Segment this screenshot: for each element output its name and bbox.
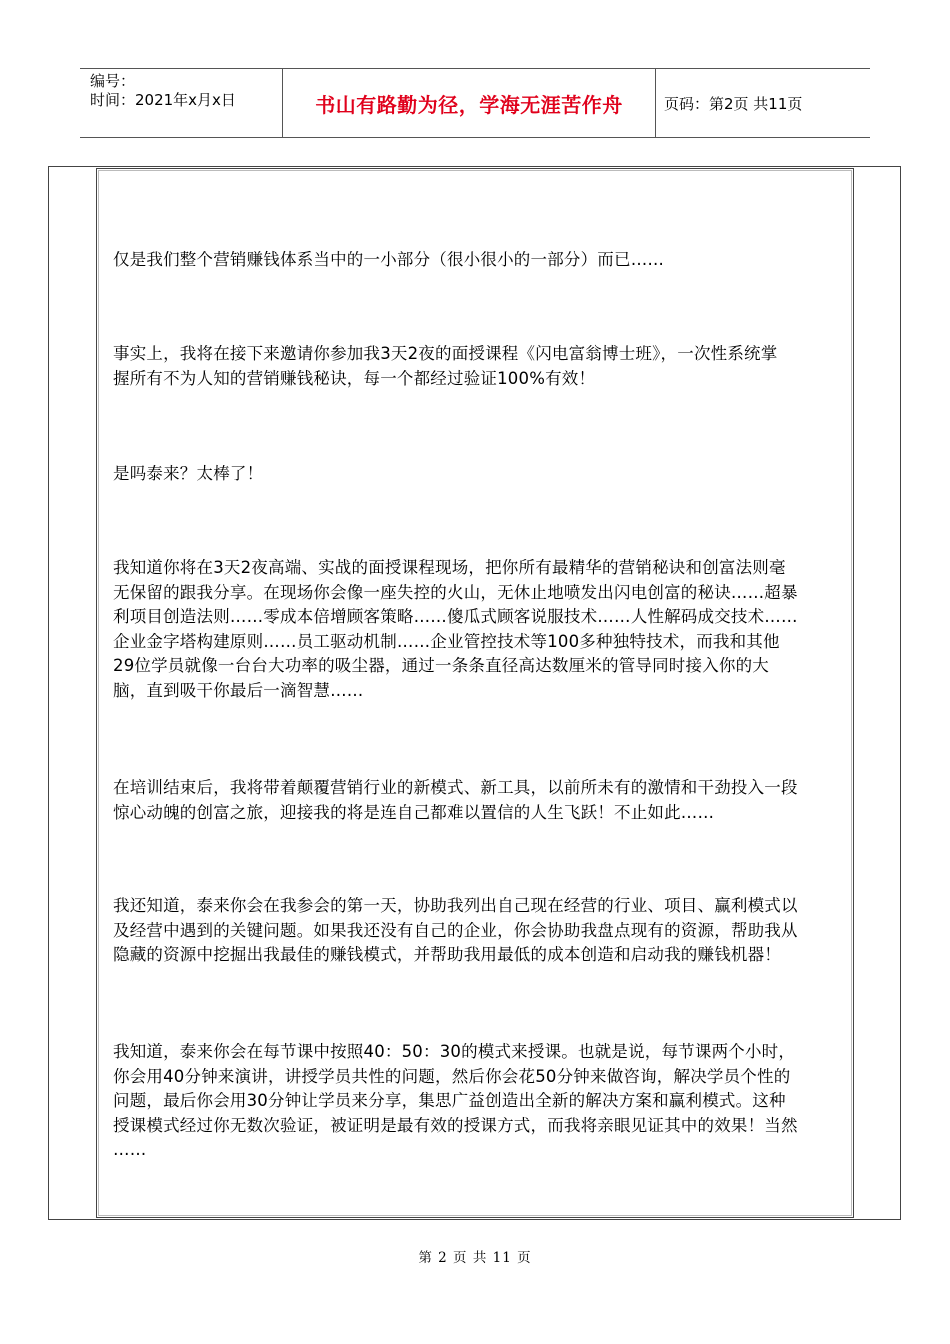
document-header: [80, 68, 870, 138]
paragraph: 我还知道，泰来你会在我参会的第一天，协助我列出自己现在经营的行业、项目、赢利模式以 及经营中遇到的关键问题。如果我还没有自己的企业，你会协助我盘点现有的资源，帮助我从 隐藏的资源中挖掘出我最佳的赚钱模式，并帮助我用最低的成本创造和启动我的赚钱机器！: [113, 896, 798, 964]
paragraph: 我知道，泰来你会在每节课中按照40：50：30的模式来授课。也就是说，每节课两个小时， 你会用40分钟来演讲，讲授学员共性的问题，然后你会花50分钟来做咨询，解决学员个性的 问题，最后你会用30分钟让学员来分享，集思广益创造出全新的解决方案和赢利模式。这种 授课模式经过你无数次验证，被证明是最有效的授课方式，而我将亲眼见证其中的效果！当然 ……: [113, 1042, 798, 1159]
page-footer: 第 2 页 共 11 页: [418, 1250, 532, 1266]
paragraph: 仅是我们整个营销赚钱体系当中的一小部分（很小很小的一部分）而已……: [113, 250, 665, 269]
page-info-text: 页码：第2页 共11页: [664, 94, 803, 113]
paragraph: 事实上，我将在接下来邀请你参加我3天2夜的面授课程《闪电富翁博士班》，一次性系统掌 握所有不为人知的营销赚钱秘诀，每一个都经过验证100%有效！: [113, 344, 778, 388]
paragraph: 我知道你将在3天2夜高端、实战的面授课程现场，把你所有最精华的营销秘诀和创富法则毫 无保留的跟我分享。在现场你会像一座失控的火山，无休止地喷发出闪电创富的秘诀……超暴 利项目创造法则……零成本倍增顾客策略……傻瓜式顾客说服技术……人性解码成交技术…… 企业金字塔构建原则……员工驱动机制……企业管控技术等100多种独特技术，而我和其他 29位学员就像一台台大功率的吸尘器，通过一条条直径高达数厘米的管导同时接入你的大 脑，直到吸干你最后一滴智慧……: [113, 558, 798, 700]
header-meta: [80, 69, 282, 137]
header-page-info: [664, 69, 870, 137]
paragraph: 是吗泰来？太棒了！: [113, 464, 264, 483]
document-number-label: 编号：: [90, 72, 136, 90]
paragraph: 在培训结束后，我将带着颠覆营销行业的新模式、新工具，以前所未有的激情和干劲投入一段 惊心动魄的创富之旅，迎接我的将是连自己都难以置信的人生飞跃！不止如此……: [113, 778, 798, 822]
header-motto: 书山有路勤为径，学海无涯苦作舟: [282, 69, 656, 137]
document-date: 时间：2021年x月x日: [90, 91, 236, 109]
